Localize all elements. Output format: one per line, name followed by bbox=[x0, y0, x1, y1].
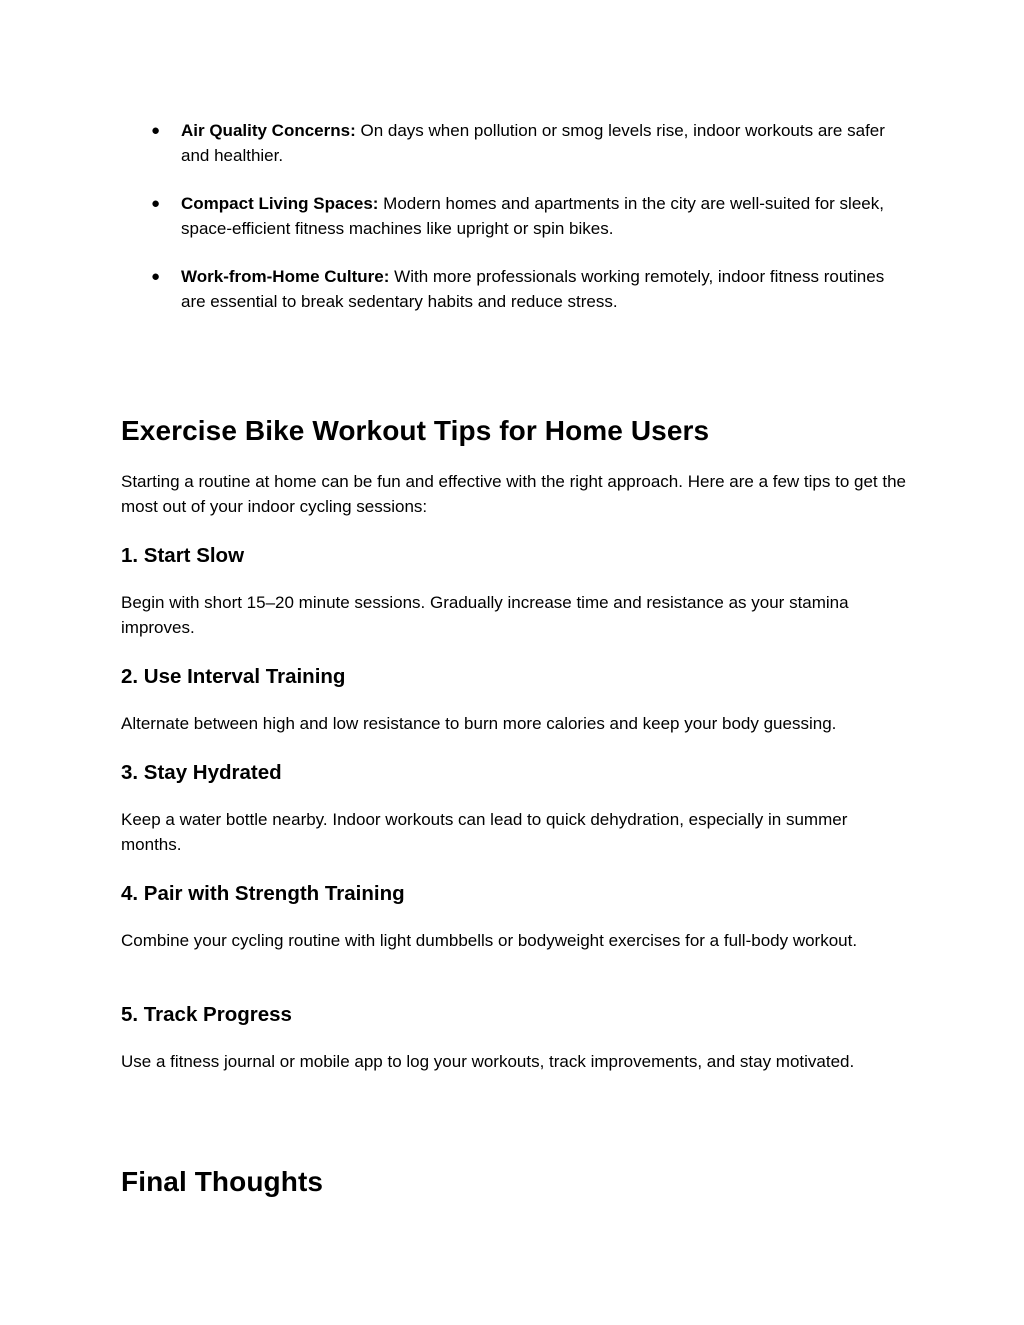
tip-body-strength-training: Combine your cycling routine with light dumbbells or bodyweight exercises for a full-body workout. bbox=[121, 931, 858, 950]
tip-body-track-progress: Use a fitness journal or mobile app to log your workouts, track improvements, and stay motivated. bbox=[121, 1052, 855, 1071]
bullet-term: Work-from-Home Culture: bbox=[181, 267, 390, 286]
tip-title-interval-training: 2. Use Interval Training bbox=[121, 665, 346, 688]
bullet-text: Modern homes and apartments in the city are well-suited for sleek, space-efficient fitness machines like upright or spin bikes. bbox=[181, 194, 884, 238]
bullet-dot-icon: ● bbox=[151, 195, 161, 212]
tip-title-stay-hydrated: 3. Stay Hydrated bbox=[121, 761, 282, 784]
tip-body-stay-hydrated: Keep a water bottle nearby. Indoor workouts can lead to quick dehydration, especially in summer months. bbox=[121, 810, 848, 854]
bullet-item-compact-living bbox=[121, 192, 911, 241]
tip-title-strength-training: 4. Pair with Strength Training bbox=[121, 882, 405, 905]
bullet-item-air-quality bbox=[121, 119, 911, 168]
bullet-term: Air Quality Concerns: bbox=[181, 121, 356, 140]
bullet-dot-icon: ● bbox=[151, 268, 161, 285]
section-heading-final-thoughts: Final Thoughts bbox=[121, 1166, 324, 1197]
section-intro: Starting a routine at home can be fun and effective with the right approach. Here are a few tips to get the most out of your indoor cycling sessions: bbox=[121, 472, 906, 516]
bullet-text: On days when pollution or smog levels rise, indoor workouts are safer and healthier. bbox=[181, 121, 885, 165]
bullet-list bbox=[121, 119, 911, 338]
tip-body-interval-training: Alternate between high and low resistance to burn more calories and keep your body guessing. bbox=[121, 714, 837, 733]
tip-title-start-slow: 1. Start Slow bbox=[121, 544, 245, 567]
section-heading-workout-tips: Exercise Bike Workout Tips for Home Users bbox=[121, 415, 710, 446]
bullet-text: With more professionals working remotely, indoor fitness routines are essential to break sedentary habits and reduce stress. bbox=[181, 267, 885, 311]
bullet-term: Compact Living Spaces: bbox=[181, 194, 379, 213]
tip-body-start-slow: Begin with short 15–20 minute sessions. Gradually increase time and resistance as your stamina improves. bbox=[121, 593, 849, 637]
bullet-dot-icon: ● bbox=[151, 122, 161, 139]
bullet-item-work-from-home bbox=[121, 265, 911, 314]
tip-title-track-progress: 5. Track Progress bbox=[121, 1003, 292, 1026]
